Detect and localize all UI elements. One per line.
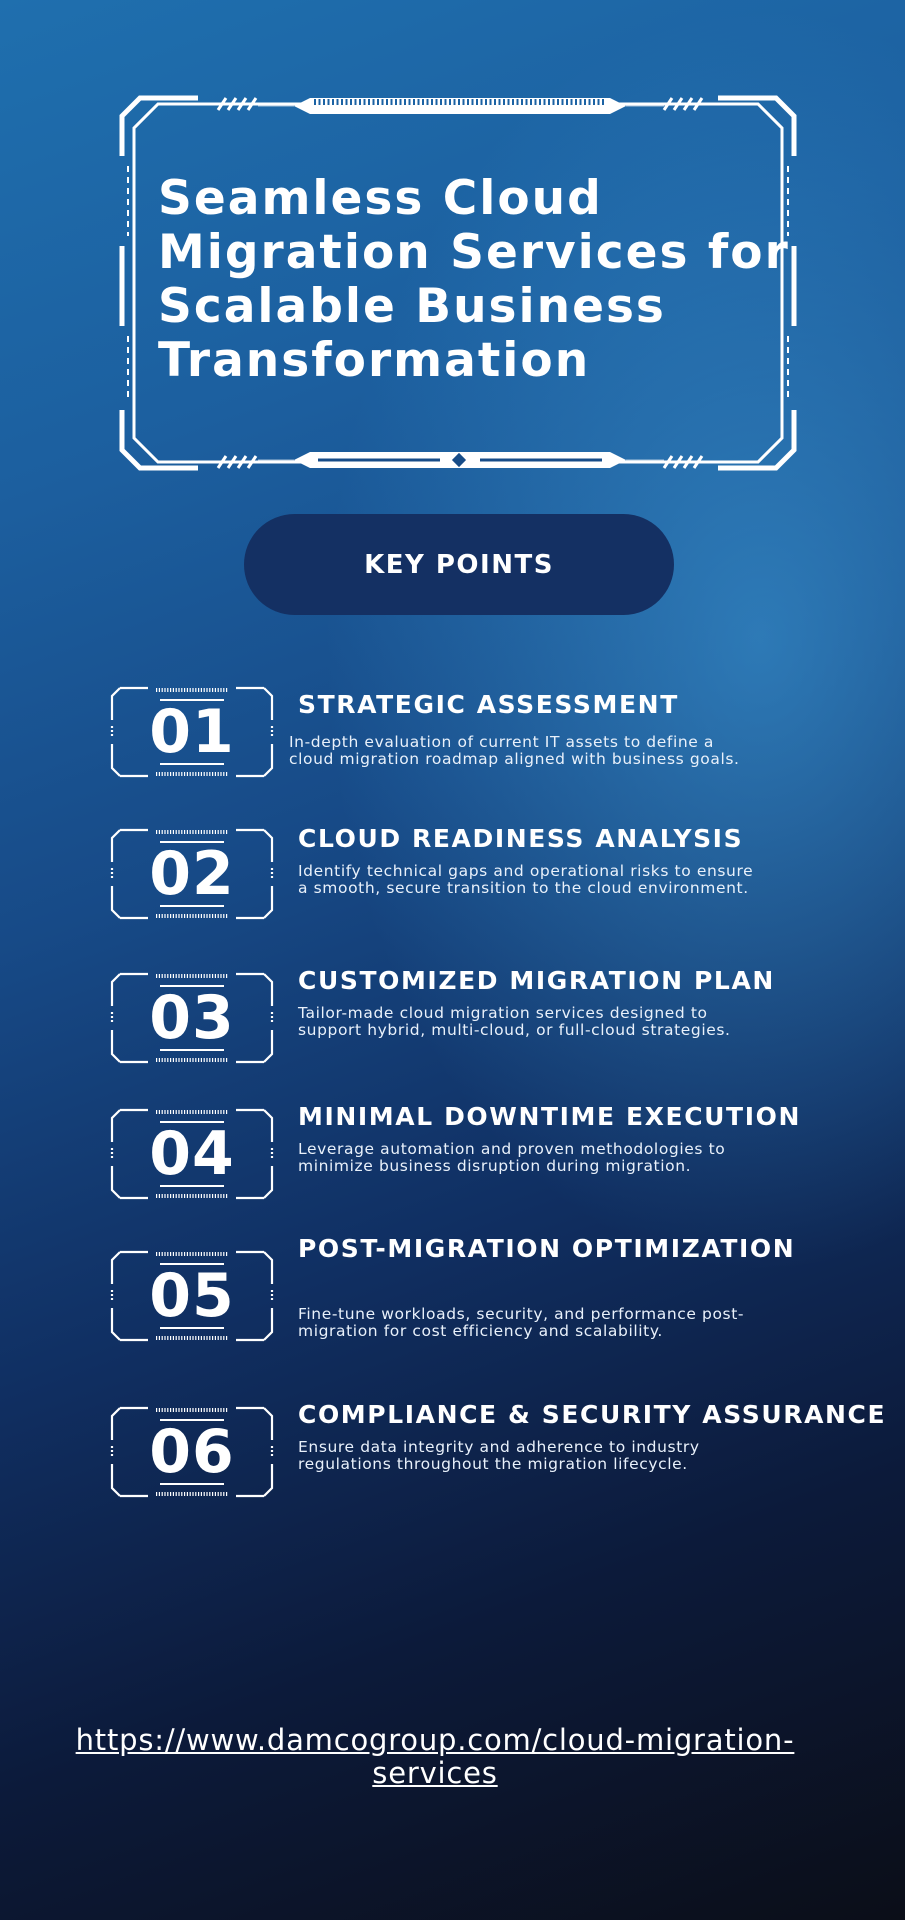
- item-number: 05: [149, 1261, 235, 1331]
- item-description: Fine-tune workloads, security, and performance post-migration for cost efficiency and scalability.: [298, 1305, 745, 1340]
- item-number: 02: [149, 839, 235, 909]
- item-description: Identify technical gaps and operational risks to ensure a smooth, secure transition to the cloud environment.: [298, 862, 754, 897]
- page-title: Seamless Cloud Migration Services for Scalable Business Transformation: [158, 171, 790, 388]
- item-description: Tailor-made cloud migration services designed to support hybrid, multi-cloud, or full-cloud strategies.: [298, 1004, 731, 1039]
- item-description: In-depth evaluation of current IT assets to define a cloud migration roadmap aligned with business goals.: [289, 733, 740, 768]
- number-badge: [110, 686, 274, 778]
- item-title: STRATEGIC ASSESSMENT: [298, 690, 679, 719]
- item-title: CUSTOMIZED MIGRATION PLAN: [298, 966, 775, 995]
- item-number: 03: [149, 983, 235, 1053]
- number-badge: [110, 1108, 274, 1200]
- number-badge: [110, 972, 274, 1064]
- item-title: CLOUD READINESS ANALYSIS: [298, 824, 744, 853]
- item-title: MINIMAL DOWNTIME EXECUTION: [298, 1102, 801, 1131]
- item-description: Leverage automation and proven methodologies to minimize business disruption during migration.: [298, 1140, 726, 1175]
- item-title: COMPLIANCE & SECURITY ASSURANCE: [298, 1400, 887, 1429]
- item-number: 01: [149, 697, 235, 767]
- title-frame: [118, 96, 798, 470]
- item-title: POST-MIGRATION OPTIMIZATION: [298, 1234, 796, 1263]
- footer-url-link[interactable]: https://www.damcogroup.com/cloud-migration-services: [75, 1723, 795, 1790]
- number-badge: [110, 1406, 274, 1498]
- item-number: 06: [149, 1417, 235, 1487]
- number-badge: [110, 1250, 274, 1342]
- number-badge: [110, 828, 274, 920]
- key-points-label: KEY POINTS: [364, 549, 554, 580]
- key-points-badge: [244, 514, 674, 615]
- item-number: 04: [149, 1119, 235, 1189]
- item-description: Ensure data integrity and adherence to industry regulations throughout the migration lifecycle.: [298, 1438, 700, 1473]
